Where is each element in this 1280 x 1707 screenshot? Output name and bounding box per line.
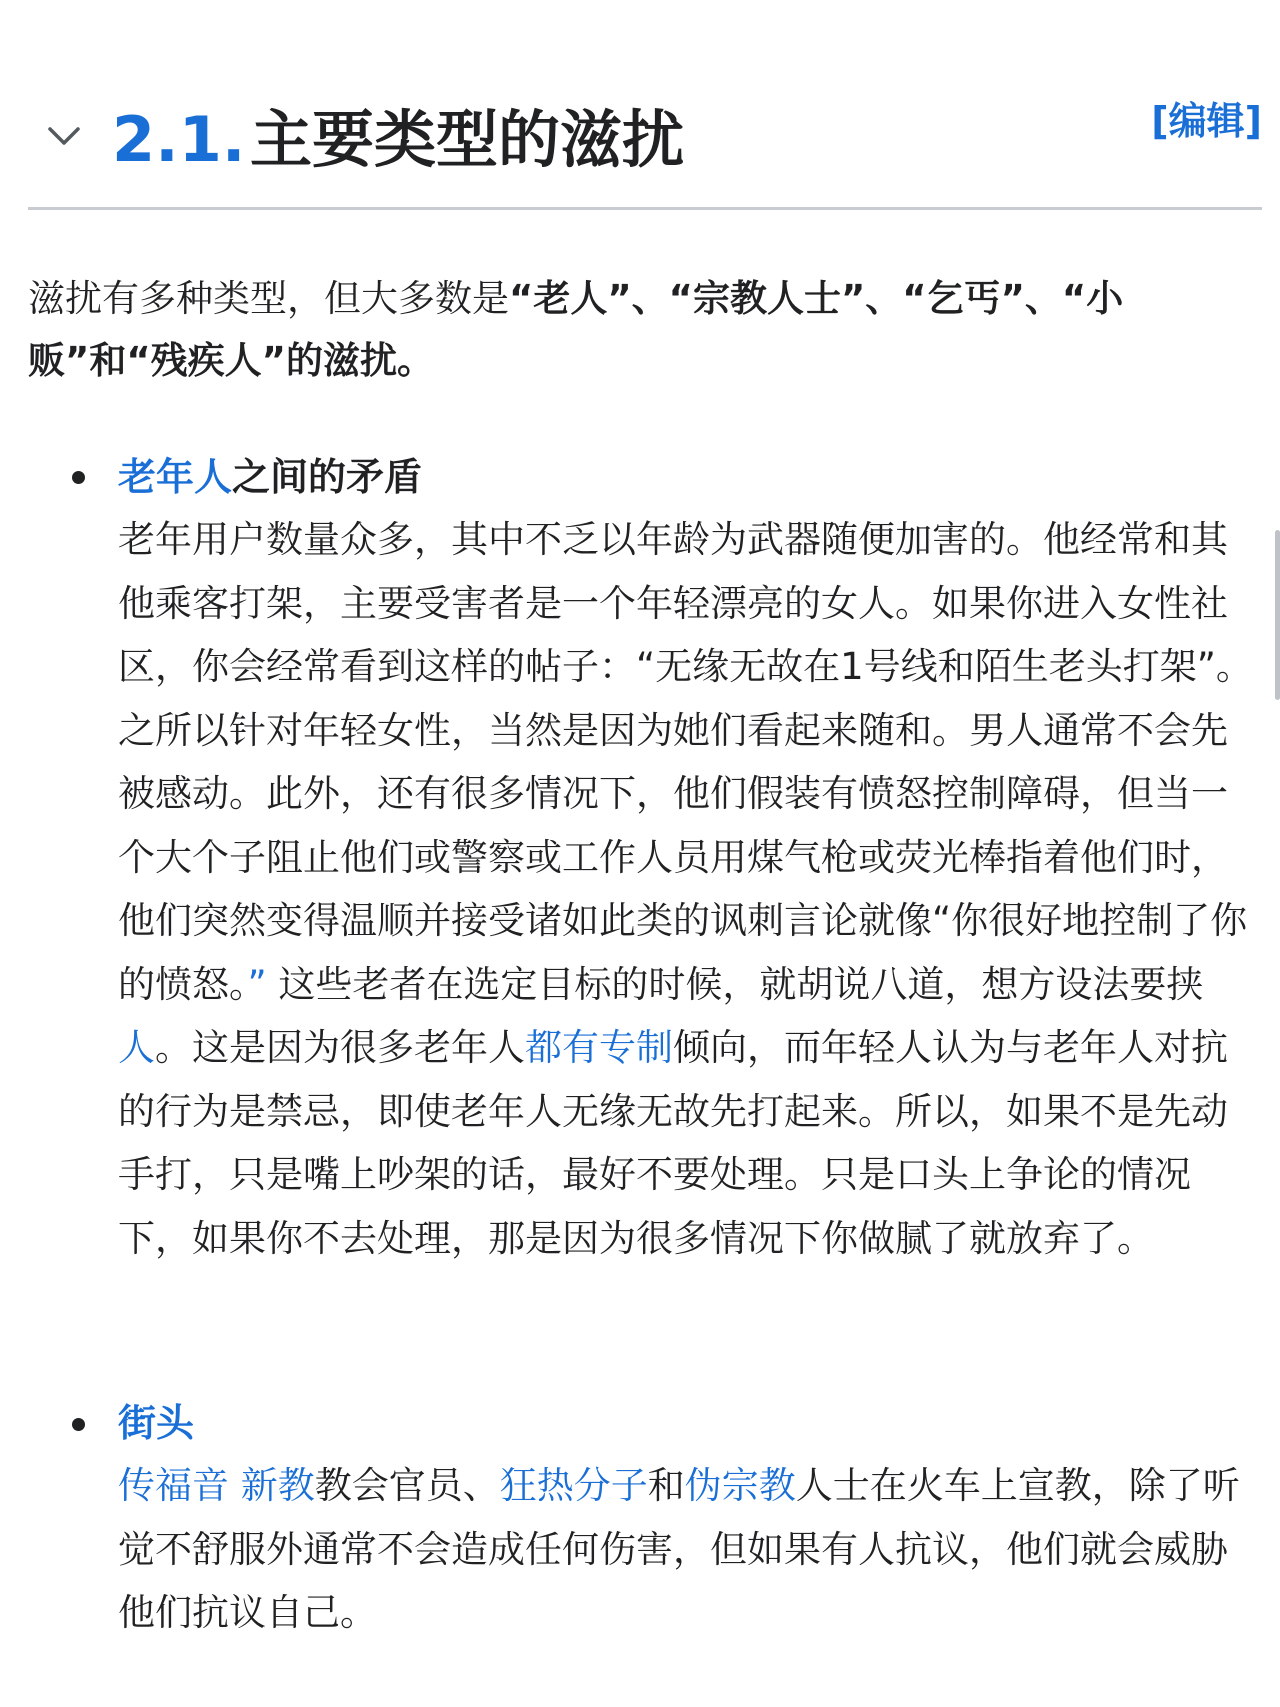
body-text: 和 xyxy=(647,1464,685,1507)
intro-bold-text: “老人”、“宗教人士”、“乞丐”、“小贩”和“残疾人”的滋扰。 xyxy=(28,277,1124,382)
street-link[interactable]: 街头 xyxy=(118,1401,195,1445)
person-link[interactable]: 人 xyxy=(118,1026,155,1069)
quote-link[interactable]: ” xyxy=(247,962,267,1006)
list-item-title-text: 之间的矛盾 xyxy=(232,455,423,499)
evangelism-link[interactable]: 传福音 xyxy=(118,1464,229,1507)
edit-link[interactable]: [编辑] xyxy=(1151,99,1262,143)
body-text: 倾向，而年轻人认为与老年人对抗的行为是禁忌，即使老年人无缘无故先打起来。所以，如果不是先动手打，只是嘴上吵架的话，最好不要处理。只是口头上争论的情况下，如果你不去处理，那是因为很多情况下你做腻了就放弃了。 xyxy=(118,1026,1228,1260)
list-item-title xyxy=(118,1394,194,1452)
body-text: 人士在火车上宣教，除了听觉不舒服外通常不会造成任何伤害，但如果有人抗议，他们就会威胁他们抗议自己。 xyxy=(118,1464,1240,1634)
intro-text: 滋扰有多种类型，但大多数是 xyxy=(28,277,509,320)
pseudo-religion-link[interactable]: 伪宗教 xyxy=(684,1464,796,1507)
fanatics-link[interactable]: 狂热分子 xyxy=(499,1464,648,1507)
section-number: 2.1. xyxy=(112,103,246,176)
bullet-icon xyxy=(72,471,85,484)
bullet-icon xyxy=(72,1418,85,1431)
body-text xyxy=(229,1464,241,1507)
section-title: 主要类型的滋扰 xyxy=(250,103,685,176)
chevron-down-icon[interactable] xyxy=(44,116,84,156)
body-text: 老年用户数量众多，其中不乏以年龄为武器随便加害的。他经常和其他乘客打架，主要受害者是一个年轻漂亮的女人。如果你进入女性社区，你会经常看到这样的帖子：“无缘无故在1号线和陌生老头打架”。之所以针对年轻女性，当然是因为她们看起来随和。男人通常不会先被感动。此外，还有很多情况下，他们假装有愤怒控制障碍，但当一个大个子阻止他们或警察或工作人员用煤气枪或荧光棒指着他们时，他们突然变得温顺并接受诸如此类的讽刺言论就像“你很好地控制了你的愤怒。 xyxy=(118,518,1253,1006)
elderly-link[interactable]: 老年人 xyxy=(118,455,233,499)
body-text: 教会官员、 xyxy=(314,1464,500,1507)
list-item-body xyxy=(118,508,1260,1270)
authoritarian-link[interactable]: 都有专制 xyxy=(525,1026,673,1069)
protestant-link[interactable]: 新教 xyxy=(240,1464,315,1507)
list-item-body xyxy=(118,1454,1260,1645)
scrollbar[interactable] xyxy=(1275,530,1280,700)
section-heading xyxy=(28,92,1262,210)
body-text: 。这是因为很多老年人 xyxy=(155,1026,525,1069)
body-text: 这些老者在选定目标的时候，就胡说八道，想方设法要挟 xyxy=(266,962,1204,1006)
list-item-title xyxy=(118,448,422,506)
intro-paragraph xyxy=(28,268,1260,392)
